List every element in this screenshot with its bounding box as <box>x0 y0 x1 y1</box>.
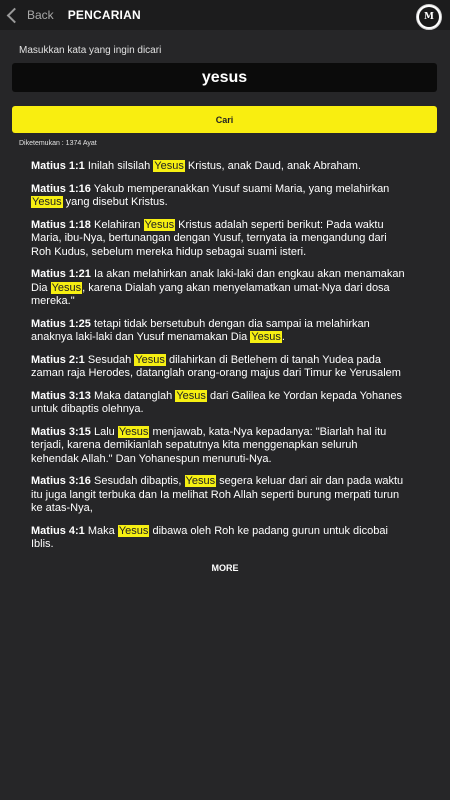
more-button[interactable]: MORE <box>211 563 239 573</box>
verse-text: Kristus, anak Daud, anak Abraham. <box>184 160 361 172</box>
search-query: yesus <box>201 68 248 86</box>
verse-text: Maka <box>87 524 118 537</box>
highlighted-term: Yesus <box>154 160 184 172</box>
app-logo[interactable] <box>416 4 442 30</box>
verse-reference: Matius 1:21 <box>31 268 91 280</box>
verse-text: dari Galilea ke Yordan kepada Yohanes untuk dibaptis olehnya. <box>31 389 402 415</box>
highlighted-term: Yesus <box>118 425 149 438</box>
result-item[interactable] <box>31 268 406 309</box>
search-button[interactable] <box>12 106 437 133</box>
verse-reference: Matius 1:25 <box>31 317 91 330</box>
verse-text: Maka datanglah <box>93 389 176 402</box>
highlighted-term: Yesus <box>144 218 175 231</box>
verse-reference: Matius 1:16 <box>31 182 91 195</box>
verse-text: Lalu <box>93 425 118 438</box>
verse-text: Ia akan melahirkan anak laki-laki dan engkau akan menamakan Dia <box>31 268 405 294</box>
verse-text: Inilah silsilah <box>87 160 154 172</box>
verse-text: . <box>281 331 285 343</box>
verse-reference: Matius 1:18 <box>31 218 91 231</box>
verse-text: dilahirkan di Betlehem di tanah Yudea pada zaman raja Herodes, datanglah orang-orang majus dari Timur ke Yerusalem <box>31 353 401 379</box>
verse-text: Sesudah dibaptis, <box>93 475 185 487</box>
page-title: PENCARIAN <box>67 8 141 22</box>
verse-reference: Matius 3:16 <box>31 475 91 487</box>
search-input[interactable] <box>12 63 437 92</box>
verse-text: menjawab, kata-Nya kepadanya: "Biarlah hal itu terjadi, karena demikianlah sepatutnya kita menggenapkan seluruh kehendak Allah." Dan Yohanespun menuruti-Nya. <box>31 425 387 465</box>
verse-text: yang disebut Kristus. <box>62 196 168 208</box>
logo-mark: M <box>419 7 439 27</box>
verse-text: , karena Dialah yang akan menyelamatkan umat-Nya dari dosa mereka." <box>31 281 390 307</box>
highlighted-term: Yesus <box>176 389 206 402</box>
verse-text: segera keluar dari air dan pada waktu itu juga langit terbuka dan Ia melihat Roh Allah seperti burung merpati turun ke atas-Nya, <box>31 475 404 514</box>
highlighted-term: Yesus <box>51 281 82 294</box>
verse-text: Kelahiran <box>93 218 144 231</box>
verse-text: Sesudah <box>87 353 135 366</box>
result-item[interactable] <box>31 183 406 210</box>
back-label: Back <box>27 8 54 22</box>
search-prompt: Masukkan kata yang ingin dicari <box>19 45 162 56</box>
top-bar <box>0 0 450 30</box>
verse-text: dibawa oleh Roh ke padang gurun untuk dicobai Iblis. <box>31 524 388 550</box>
result-item[interactable] <box>31 426 406 467</box>
result-item[interactable] <box>31 318 406 345</box>
highlighted-term: Yesus <box>185 475 216 487</box>
results-list <box>31 160 406 561</box>
verse-reference: Matius 3:15 <box>31 425 91 438</box>
verse-text: tetapi tidak bersetubuh dengan dia sampai ia melahirkan anaknya laki-laki dan Yusuf menamakan Dia <box>31 317 370 343</box>
verse-reference: Matius 4:1 <box>31 524 85 537</box>
verse-reference: Matius 1:1 <box>31 160 85 172</box>
verse-text: Yakub memperanakkan Yusuf suami Maria, yang melahirkan <box>93 182 390 195</box>
chevron-left-icon <box>7 7 23 23</box>
search-button-label: Cari <box>215 114 234 125</box>
result-count: Diketemukan : 1374 Ayat <box>19 140 97 147</box>
result-item[interactable] <box>31 390 406 417</box>
result-item[interactable] <box>31 525 406 552</box>
result-item[interactable] <box>31 219 406 260</box>
result-item[interactable] <box>31 160 406 174</box>
highlighted-term: Yesus <box>32 196 62 208</box>
verse-reference: Matius 3:13 <box>31 389 91 402</box>
result-item[interactable] <box>31 354 406 381</box>
highlighted-term: Yesus <box>118 524 149 537</box>
highlighted-term: Yesus <box>135 353 165 366</box>
highlighted-term: Yesus <box>251 331 281 343</box>
back-button[interactable] <box>5 8 54 22</box>
verse-reference: Matius 2:1 <box>31 353 85 366</box>
result-item[interactable] <box>31 475 406 516</box>
verse-text: Kristus adalah seperti berikut: Pada waktu Maria, ibu-Nya, bertunangan dengan Yusuf, ternyata ia mengandung dari Roh Kudus, sebelum mereka hidup sebagai suami isteri. <box>31 218 387 258</box>
